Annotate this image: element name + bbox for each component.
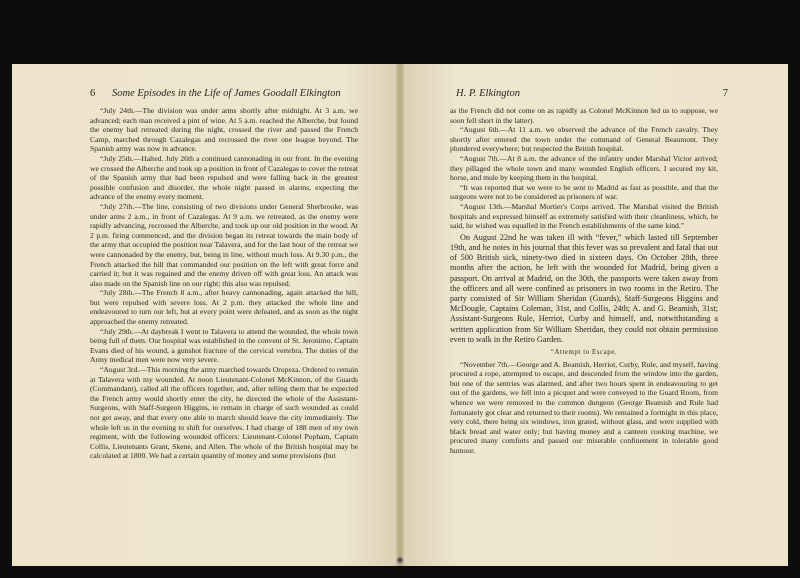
left-page <box>12 64 400 566</box>
paragraph: “July 29th.—At daybreak I went to Talavera to attend the wounded, the whole town being full of them. Our hospital was established in the convent of St. Jeronimo. Captain Evans died of his wound, a gunshot fracture of the cervical vertebra. The duties of the Army medical men were now very severe. <box>90 326 358 365</box>
section-heading: “Attempt to Escape. <box>550 348 618 356</box>
right-page-body <box>450 106 718 455</box>
paragraph: as the French did not come on as rapidly as Colonel McKinnon led us to suppose, we soon fell short in the latter). <box>450 106 718 125</box>
paragraph: “July 25th.—Halted. July 26th a continued cannonading in our front. In the evening we crossed the Alberche and took up a position in front of Cazalegas to cover the retreat of the Spanish army that had been repulsed and were falling back in the greatest possible confusion and disorder, the whole night passed in alarms, expecting the advance of the enemy every moment. <box>90 153 358 202</box>
paragraph: “It was reported that we were to be sent to Madrid as fast as possible, and that the surgeons were not to be considered as prisoners of war. <box>450 182 718 202</box>
narrative-paragraph: On August 22nd he was taken ill with “fever,” which lasted till September 19th, and he notes in his journal that this fever was so prevalent and fatal that out of 500 British sick, ninety-two died in sixteen days. On October 28th, three months after the action, he left with the wounded for Madrid, being given a passport. On arrival at Madrid, on the 30th, the passports were taken away from the officers and all were confined as prisoners in two rooms in the Retiro. The party consisted of Sir William Sheridan (Guards), Staff-Surgeons Higgins and McDougle, Captains Coleman, 31st, and Collis, 24th; A. and G. Beamish, 31st; Assistant-Surgeons Rule, Herriot, Curby and himself, and, notwithstanding a written application from Sir William Sheridan, they could not obtain permission even to walk in the Retiro Garden. <box>450 232 718 344</box>
binding-clip <box>397 556 403 564</box>
paragraph: “August 6th.—At 11 a.m. we observed the advance of the French cavalry. They shortly after entered the town under the command of General Beaumont. They plundered everywhere; but respected the British hospital. <box>450 125 718 154</box>
right-running-header: H. P. Elkington <box>456 88 520 99</box>
paragraph: “July 24th.—The division was under arms shortly after midnight. At 3 a.m. we advanced; each man received a pint of wine. At 5 a.m. reached the Alberche, but found the enemy had retreated during the night, crossed the river and passed the French Camp, marched through Cazalegas and recrossed the river one league beyond. The Spanish army was now in advance. <box>90 106 358 154</box>
book-spread <box>12 64 788 566</box>
paragraph: “August 7th.—At 8 a.m. the advance of the infantry under Marshal Victor arrived; they pillaged the whole town and many wounded English officers. I secured my kit, horse, and mule by keeping them in the hospital. <box>450 153 718 183</box>
right-page <box>400 64 788 566</box>
paragraph: “July 28th.—The French 8 a.m., after heavy cannonading, again attacked the hill, but were repulsed with severe loss. At 2 p.m. they attacked the whole line and endeavoured to turn our left, but at every point were defeated, and as soon as the night approached the enemy retreated. <box>90 288 358 327</box>
left-page-body <box>90 106 358 461</box>
book-gutter <box>396 64 404 566</box>
left-running-header: Some Episodes in the Life of James Goodall Elkington <box>112 88 341 99</box>
right-page-number: 7 <box>722 88 728 99</box>
paragraph: “November 7th.—George and A. Beamish, Herriot, Curby, Rule, and myself, having procured a rope, attempted to escape, and descended from the window into the garden, but one of the sentries was alarmed, and after two hours spent in endeavouring to get out of the gardens, we fell into a picquet and were conveyed to the Guard Room, from whence we were removed to the common dungeon (George Beamish and Rule had fortunately got clear and returned to their rooms). We remained a fortnight in this place, very cold, there being six windows, iron grated, without glass, and were supplied with black bread and water only; but having money and a canteen cooking machine, we procured many comforts and passed our miserable confinement in tolerable good humour. <box>450 359 718 455</box>
left-page-number: 6 <box>90 88 96 99</box>
paragraph: “August 3rd.—This morning the army marched towards Oropeza. Ordered to remain at Talavera with my wounded. At noon Lieutenant-Colonel McKinnon, of the Guards (Commandant), called all the officers together, and, after telling them that he expected the French army would shortly enter the city, he directed the whole of the Assistant-Surgeons, with Staff-Surgeon Higgins, to remain in charge of such wounded as could not get away, and that every one able to march should leave the city immediately. The whole left us in the evening to shift for ourselves. I had charge of 188 men of my own regiment, with the following wounded officers: Lieutenant-Colonel Popham, Captain Collis, Lieutenants Grant, Skene, and Allen. The whole of the British hospital may be calculated at 1800. We had a certain quantity of money and some provisions (but <box>90 365 358 461</box>
paragraph: “August 13th.—Marshal Mortier's Corps arrived. The Marshal visited the British hospitals and expressed himself as extremely satisfied with their cleanliness, which, he said, he wished was equalled in the French establishments of the same kind.” <box>450 201 718 231</box>
paragraph: “July 27th.—The line, consisting of two divisions under General Sherbrooke, was under arms 2 a.m., in front of Cazalegas. At 9 a.m. we retreated, as the enemy were rapidly advancing, recrossed the Alberche, and took up our old position in the wood. At 2 p.m. firing commenced, and the division began its retreat towards the main body of the army that occupied the position near Talavera, and for the last hour of the retreat we were cannonaded by the enemy, but, being in line, without much loss. At 9.30 p.m., the French attacked the hill that commanded our position on the left with great force and carried it; but it was regained and the enemy driven off with great loss. An attack was also made on the Spanish line on our right; this also was repulsed. <box>90 201 358 288</box>
